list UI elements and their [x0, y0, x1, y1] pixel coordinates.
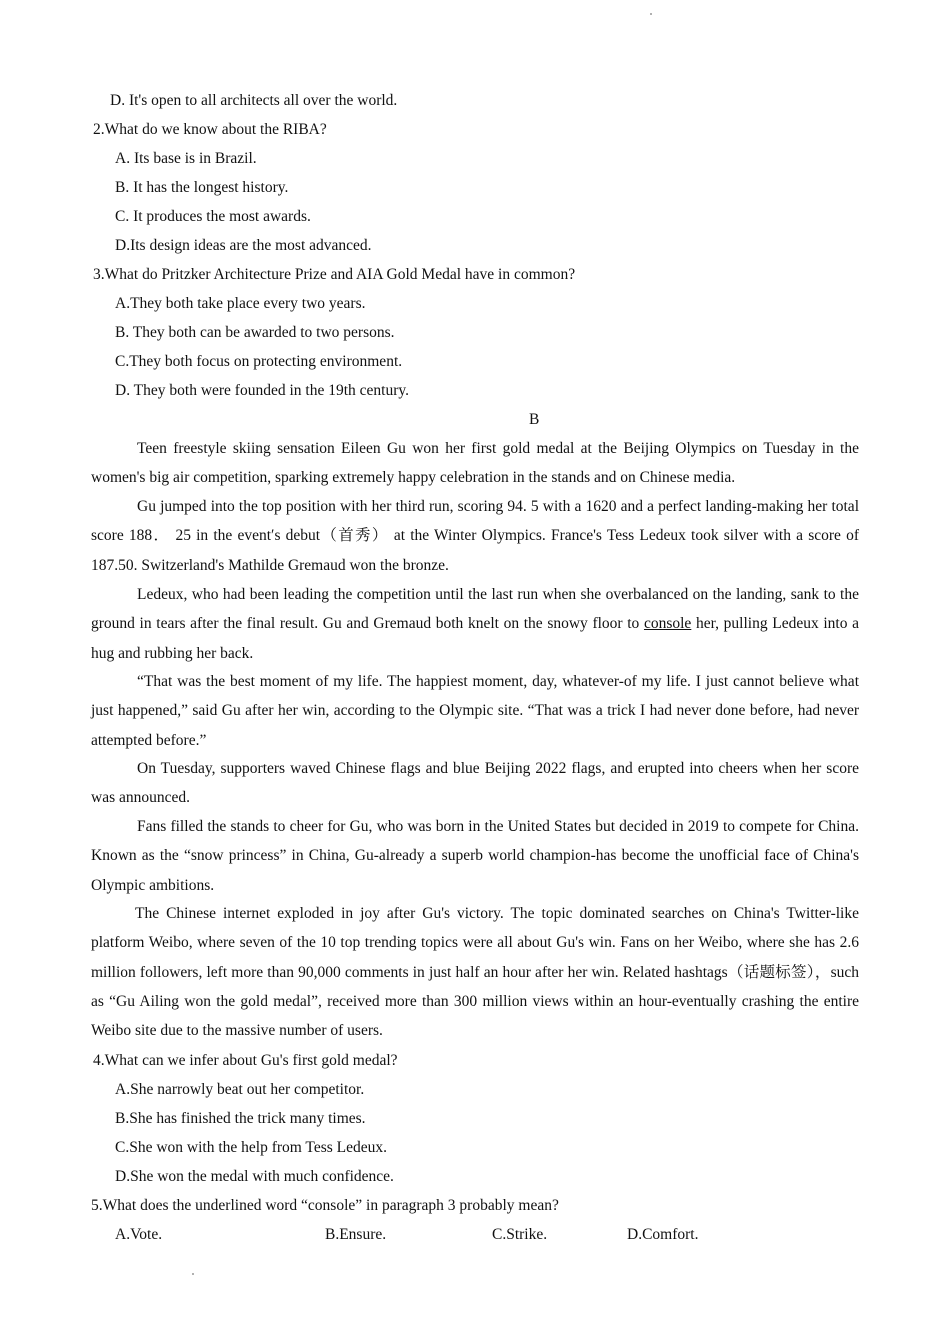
- q5-stem: 5.What does the underlined word “console” in paragraph 3 probably mean?: [91, 1197, 559, 1214]
- passage-paragraph-7: The Chinese internet exploded in joy after Gu's victory. The topic dominated searches on China's Twitter-like platform Weibo, where seven of the 10 top trending topics were all about Gu's win. Fans on her Weibo, where she has 2.6 million followers, left more than 90,000 comments in just half an hour after her win. Related hashtags（话题标签），such as “Gu Ailing won the gold medal”, received more than 300 million views within an hour-eventually crashing the entire Weibo site due to the massive number of users.: [91, 905, 859, 1040]
- passage-paragraph-5: On Tuesday, supporters waved Chinese flags and blue Beijing 2022 flags, and erupted into cheers when her score was announced.: [91, 760, 859, 807]
- q5-option-d: D.Comfort.: [627, 1226, 699, 1243]
- q4-stem: 4.What can we infer about Gu's first gold medal?: [93, 1052, 398, 1069]
- q3-stem: 3.What do Pritzker Architecture Prize and AIA Gold Medal have in common?: [93, 266, 576, 283]
- passage-paragraph-1: Teen freestyle skiing sensation Eileen Gu won her first gold medal at the Beijing Olympics on Tuesday in the women's big air competition, sparking extremely happy celebration in the stands and on Chinese media.: [91, 440, 859, 487]
- q4-option-c: C.She won with the help from Tess Ledeux.: [115, 1139, 387, 1156]
- q3-option-c: C.They both focus on protecting environment.: [115, 353, 403, 370]
- q1-option-d: D. It's open to all architects all over the world.: [110, 92, 398, 109]
- q2-stem: 2.What do we know about the RIBA?: [93, 121, 327, 138]
- q4-option-b: B.She has finished the trick many times.: [115, 1110, 366, 1127]
- paragraph-3-text-start: Ledeux, who had been leading the competition until the last run when she overbalanced on the landing, sank to the ground in tears after the final result. Gu and Gremaud both knelt on the snowy floor to: [91, 586, 859, 633]
- q5-option-b: B.Ensure.: [325, 1226, 387, 1243]
- q4-option-d: D.She won the medal with much confidence.: [115, 1168, 394, 1185]
- q3-option-d: D. They both were founded in the 19th century.: [115, 382, 409, 399]
- scan-speck: [192, 1273, 194, 1275]
- paragraph-3-text-end: her, pulling Ledeux into a hug and rubbing her back.: [91, 615, 859, 662]
- q2-option-b: B. It has the longest history.: [115, 179, 289, 196]
- q2-option-c: C. It produces the most awards.: [115, 208, 311, 225]
- q2-option-a: A. Its base is in Brazil.: [115, 150, 257, 167]
- q3-option-a: A.They both take place every two years.: [115, 295, 366, 312]
- q5-option-c: C.Strike.: [492, 1226, 548, 1243]
- q2-option-d: D.Its design ideas are the most advanced.: [115, 237, 372, 254]
- underlined-word: console: [643, 615, 692, 633]
- q3-option-b: B. They both can be awarded to two persons.: [115, 324, 395, 341]
- passage-paragraph-2: Gu jumped into the top position with her third run, scoring 94. 5 with a 1620 and a perfect landing-making her total score 188． 25 in the event′s debut（首秀） at the Winter Olympics. France's Tess Ledeux took silver with a score of 187.50. Switzerland's Mathilde Gremaud won the bronze.: [91, 498, 859, 574]
- passage-paragraph-6: Fans filled the stands to cheer for Gu, who was born in the United States but decided in 2019 to compete for China. Known as the “snow princess” in China, Gu-already a superb world champion-has become the unofficial face of China's Olympic ambitions.: [91, 818, 859, 894]
- q5-option-a: A.Vote.: [115, 1226, 163, 1243]
- scan-speck: [650, 13, 652, 15]
- section-heading: B: [529, 411, 540, 428]
- passage-paragraph-3: [91, 580, 859, 668]
- q4-option-a: A.She narrowly beat out her competitor.: [115, 1081, 365, 1098]
- passage-paragraph-4: “That was the best moment of my life. The happiest moment, day, whatever-of my life. I just cannot believe what just happened,” said Gu after her win, according to the Olympic site. “That was a trick I had never done before, had never attempted before.”: [91, 673, 859, 749]
